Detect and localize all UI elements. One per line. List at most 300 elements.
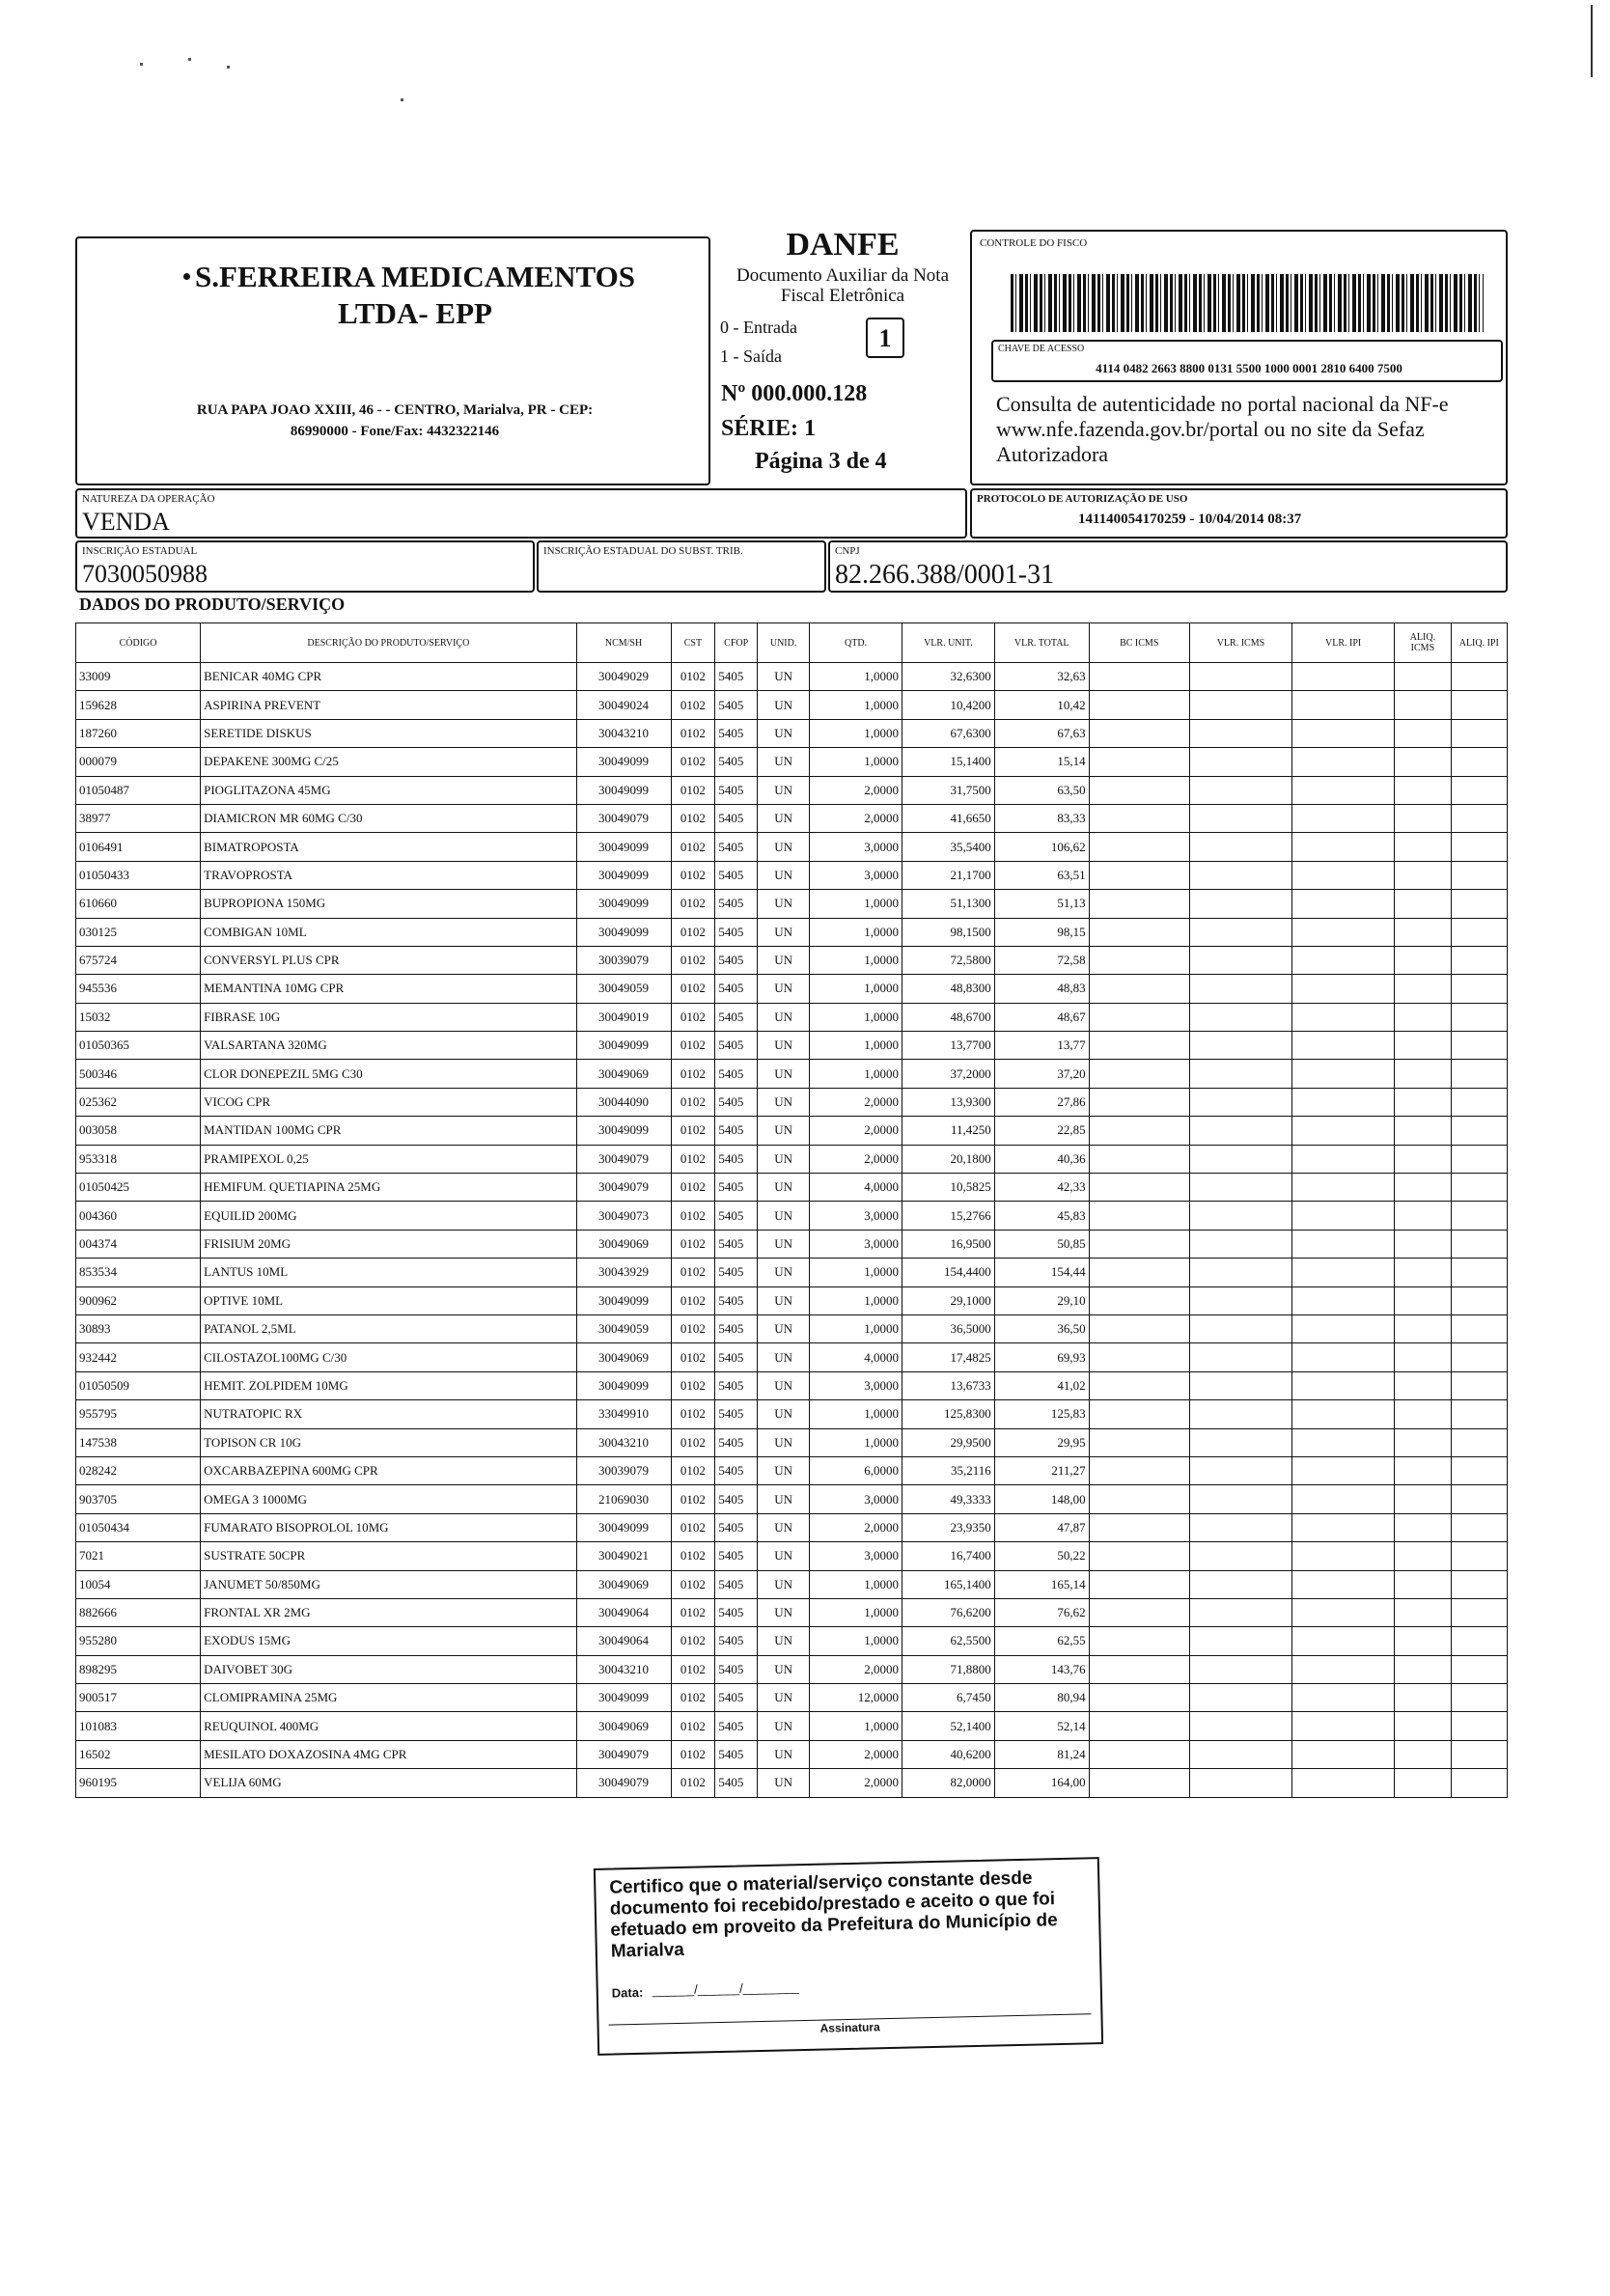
cell-descricao: VELIJA 60MG bbox=[201, 1769, 576, 1797]
cell-vlr-icms bbox=[1189, 1456, 1291, 1484]
cell-cfop: 5405 bbox=[715, 861, 758, 889]
cell-cst: 0102 bbox=[671, 1003, 715, 1031]
cell-vlr-total: 45,83 bbox=[994, 1202, 1089, 1230]
cell-bc-icms bbox=[1089, 861, 1189, 889]
cell-vlr-unit: 82,0000 bbox=[902, 1769, 994, 1797]
cell-vlr-ipi bbox=[1292, 1428, 1395, 1456]
cell-cst: 0102 bbox=[671, 1343, 715, 1371]
cell-vlr-unit: 71,8800 bbox=[902, 1655, 994, 1683]
cell-codigo: 01050487 bbox=[76, 776, 201, 804]
cell-qtd: 1,0000 bbox=[810, 890, 902, 918]
ie-label: INSCRIÇÃO ESTADUAL bbox=[82, 545, 198, 557]
cell-vlr-icms bbox=[1189, 946, 1291, 974]
cell-aliq-ipi bbox=[1451, 1117, 1507, 1145]
table-row bbox=[76, 1598, 1508, 1626]
cell-aliq-icms bbox=[1395, 861, 1451, 889]
cell-vlr-icms bbox=[1189, 1485, 1291, 1513]
cell-cst: 0102 bbox=[671, 1542, 715, 1570]
cell-aliq-icms bbox=[1395, 776, 1451, 804]
cell-aliq-icms bbox=[1395, 804, 1451, 832]
table-row bbox=[76, 1259, 1508, 1286]
cell-aliq-ipi bbox=[1451, 1174, 1507, 1202]
cell-qtd: 1,0000 bbox=[810, 691, 902, 719]
cell-bc-icms bbox=[1089, 1485, 1189, 1513]
cell-vlr-total: 48,67 bbox=[994, 1003, 1089, 1031]
cell-aliq-ipi bbox=[1451, 890, 1507, 918]
cell-unid: UN bbox=[758, 1117, 810, 1145]
ie-st-label: INSCRIÇÃO ESTADUAL DO SUBST. TRIB. bbox=[543, 545, 743, 557]
cell-aliq-icms bbox=[1395, 1627, 1451, 1655]
cell-unid: UN bbox=[758, 1740, 810, 1768]
cell-cfop: 5405 bbox=[715, 975, 758, 1003]
cell-codigo: 33009 bbox=[76, 663, 201, 691]
cell-qtd: 1,0000 bbox=[810, 1259, 902, 1286]
cell-vlr-ipi bbox=[1292, 1088, 1395, 1116]
cell-aliq-ipi bbox=[1451, 1598, 1507, 1626]
cell-cfop: 5405 bbox=[715, 804, 758, 832]
cell-codigo: 01050434 bbox=[76, 1513, 201, 1541]
cell-vlr-icms bbox=[1189, 861, 1291, 889]
cell-ncm: 30049099 bbox=[576, 861, 671, 889]
cell-cfop: 5405 bbox=[715, 1740, 758, 1768]
cell-vlr-unit: 13,7700 bbox=[902, 1032, 994, 1060]
cell-cst: 0102 bbox=[671, 1485, 715, 1513]
cell-vlr-icms bbox=[1189, 1428, 1291, 1456]
cell-descricao: OMEGA 3 1000MG bbox=[201, 1485, 576, 1513]
danfe-title: DANFE bbox=[786, 227, 900, 263]
cell-ncm: 30049064 bbox=[576, 1627, 671, 1655]
natureza-box bbox=[75, 488, 967, 539]
cell-vlr-icms bbox=[1189, 975, 1291, 1003]
cell-unid: UN bbox=[758, 1145, 810, 1173]
cell-vlr-total: 27,86 bbox=[994, 1088, 1089, 1116]
cell-aliq-ipi bbox=[1451, 748, 1507, 776]
cell-aliq-icms bbox=[1395, 1570, 1451, 1598]
cell-vlr-icms bbox=[1189, 691, 1291, 719]
cell-vlr-total: 15,14 bbox=[994, 748, 1089, 776]
cell-vlr-unit: 37,2000 bbox=[902, 1060, 994, 1088]
receipt-stamp bbox=[594, 1857, 1103, 2056]
company-name-line1: S.FERREIRA MEDICAMENTOS bbox=[195, 260, 635, 293]
cell-codigo: 853534 bbox=[76, 1259, 201, 1286]
cell-vlr-total: 22,85 bbox=[994, 1117, 1089, 1145]
cell-vlr-unit: 51,1300 bbox=[902, 890, 994, 918]
cell-bc-icms bbox=[1089, 1542, 1189, 1570]
cell-ncm: 30049099 bbox=[576, 1286, 671, 1314]
ie-st-box bbox=[537, 540, 826, 593]
cell-aliq-icms bbox=[1395, 890, 1451, 918]
cell-aliq-icms bbox=[1395, 1684, 1451, 1712]
cell-vlr-icms bbox=[1189, 719, 1291, 747]
cell-aliq-icms bbox=[1395, 1400, 1451, 1428]
cell-cst: 0102 bbox=[671, 1032, 715, 1060]
cell-qtd: 3,0000 bbox=[810, 1371, 902, 1399]
cell-bc-icms bbox=[1089, 1145, 1189, 1173]
cell-vlr-ipi bbox=[1292, 1371, 1395, 1399]
cell-cst: 0102 bbox=[671, 1513, 715, 1541]
cell-unid: UN bbox=[758, 1003, 810, 1031]
cell-bc-icms bbox=[1089, 663, 1189, 691]
table-row bbox=[76, 1230, 1508, 1258]
cell-cfop: 5405 bbox=[715, 719, 758, 747]
cell-descricao: SERETIDE DISKUS bbox=[201, 719, 576, 747]
table-row bbox=[76, 890, 1508, 918]
cell-qtd: 1,0000 bbox=[810, 1314, 902, 1342]
cell-cfop: 5405 bbox=[715, 1117, 758, 1145]
cell-vlr-total: 37,20 bbox=[994, 1060, 1089, 1088]
cell-vlr-unit: 67,6300 bbox=[902, 719, 994, 747]
cell-qtd: 1,0000 bbox=[810, 748, 902, 776]
cell-vlr-unit: 16,7400 bbox=[902, 1542, 994, 1570]
cell-vlr-total: 67,63 bbox=[994, 719, 1089, 747]
cell-vlr-ipi bbox=[1292, 1570, 1395, 1598]
cell-vlr-ipi bbox=[1292, 975, 1395, 1003]
cell-qtd: 2,0000 bbox=[810, 804, 902, 832]
cell-bc-icms bbox=[1089, 1032, 1189, 1060]
cell-aliq-ipi bbox=[1451, 1485, 1507, 1513]
cell-qtd: 2,0000 bbox=[810, 776, 902, 804]
cell-aliq-icms bbox=[1395, 1032, 1451, 1060]
cell-ncm: 30049059 bbox=[576, 1314, 671, 1342]
cell-cfop: 5405 bbox=[715, 1032, 758, 1060]
cell-ncm: 30049069 bbox=[576, 1343, 671, 1371]
table-row bbox=[76, 1513, 1508, 1541]
cell-vlr-icms bbox=[1189, 1314, 1291, 1342]
table-row bbox=[76, 1456, 1508, 1484]
cell-codigo: 01050425 bbox=[76, 1174, 201, 1202]
natureza-label: NATUREZA DA OPERAÇÃO bbox=[82, 493, 215, 505]
cell-vlr-ipi bbox=[1292, 1286, 1395, 1314]
items-table-body bbox=[76, 663, 1508, 1798]
table-row bbox=[76, 1371, 1508, 1399]
cell-aliq-icms bbox=[1395, 1060, 1451, 1088]
cell-codigo: 101083 bbox=[76, 1712, 201, 1740]
table-row bbox=[76, 1542, 1508, 1570]
cell-qtd: 1,0000 bbox=[810, 1003, 902, 1031]
cell-codigo: 01050509 bbox=[76, 1371, 201, 1399]
cell-ncm: 30049079 bbox=[576, 804, 671, 832]
cell-aliq-ipi bbox=[1451, 1769, 1507, 1797]
cell-descricao: CILOSTAZOL100MG C/30 bbox=[201, 1343, 576, 1371]
table-row bbox=[76, 719, 1508, 747]
cell-aliq-icms bbox=[1395, 1598, 1451, 1626]
cell-qtd: 1,0000 bbox=[810, 1286, 902, 1314]
ie-box bbox=[75, 540, 535, 593]
cell-unid: UN bbox=[758, 890, 810, 918]
cell-aliq-ipi bbox=[1451, 1684, 1507, 1712]
address-line2: 86990000 - Fone/Fax: 4432322146 bbox=[290, 424, 500, 439]
cell-qtd: 12,0000 bbox=[810, 1684, 902, 1712]
cell-cfop: 5405 bbox=[715, 1343, 758, 1371]
cell-cfop: 5405 bbox=[715, 1627, 758, 1655]
cell-aliq-icms bbox=[1395, 1117, 1451, 1145]
cell-unid: UN bbox=[758, 1769, 810, 1797]
cell-vlr-ipi bbox=[1292, 1343, 1395, 1371]
cell-descricao: HEMIT. ZOLPIDEM 10MG bbox=[201, 1371, 576, 1399]
cell-vlr-total: 125,83 bbox=[994, 1400, 1089, 1428]
cell-descricao: HEMIFUM. QUETIAPINA 25MG bbox=[201, 1174, 576, 1202]
cell-cfop: 5405 bbox=[715, 1286, 758, 1314]
cell-aliq-ipi bbox=[1451, 918, 1507, 946]
cell-vlr-unit: 29,9500 bbox=[902, 1428, 994, 1456]
cell-qtd: 1,0000 bbox=[810, 1032, 902, 1060]
cell-descricao: VICOG CPR bbox=[201, 1088, 576, 1116]
cell-aliq-ipi bbox=[1451, 1088, 1507, 1116]
cell-ncm: 30049059 bbox=[576, 975, 671, 1003]
cell-bc-icms bbox=[1089, 1400, 1189, 1428]
cell-vlr-icms bbox=[1189, 1117, 1291, 1145]
cell-descricao: OXCARBAZEPINA 600MG CPR bbox=[201, 1456, 576, 1484]
cell-aliq-ipi bbox=[1451, 663, 1507, 691]
cell-descricao: ASPIRINA PREVENT bbox=[201, 691, 576, 719]
cell-vlr-total: 63,50 bbox=[994, 776, 1089, 804]
cell-vlr-icms bbox=[1189, 1598, 1291, 1626]
cell-vlr-total: 98,15 bbox=[994, 918, 1089, 946]
cell-vlr-icms bbox=[1189, 1740, 1291, 1768]
cell-vlr-total: 165,14 bbox=[994, 1570, 1089, 1598]
cell-qtd: 1,0000 bbox=[810, 1060, 902, 1088]
cell-qtd: 1,0000 bbox=[810, 1570, 902, 1598]
cell-qtd: 2,0000 bbox=[810, 1655, 902, 1683]
cell-vlr-unit: 10,5825 bbox=[902, 1174, 994, 1202]
scan-speck bbox=[401, 98, 403, 101]
cell-ncm: 30049099 bbox=[576, 1684, 671, 1712]
cell-vlr-ipi bbox=[1292, 1259, 1395, 1286]
entrada-label: 0 - Entrada bbox=[720, 318, 797, 337]
cell-cst: 0102 bbox=[671, 1145, 715, 1173]
cell-ncm: 30049079 bbox=[576, 1769, 671, 1797]
page-indicator: Página 3 de 4 bbox=[755, 449, 887, 474]
cell-aliq-icms bbox=[1395, 1769, 1451, 1797]
cell-bc-icms bbox=[1089, 1456, 1189, 1484]
cell-descricao: EQUILID 200MG bbox=[201, 1202, 576, 1230]
cell-aliq-ipi bbox=[1451, 1259, 1507, 1286]
cell-vlr-total: 80,94 bbox=[994, 1684, 1089, 1712]
col-header-vlr-icms: VLR. ICMS bbox=[1189, 623, 1291, 663]
danfe-subtitle2: Fiscal Eletrônica bbox=[780, 286, 905, 306]
cell-vlr-icms bbox=[1189, 1259, 1291, 1286]
cell-ncm: 30049099 bbox=[576, 1117, 671, 1145]
cell-bc-icms bbox=[1089, 833, 1189, 861]
cell-cfop: 5405 bbox=[715, 1230, 758, 1258]
col-header-cfop: CFOP bbox=[715, 623, 758, 663]
cell-cfop: 5405 bbox=[715, 1400, 758, 1428]
cell-codigo: 01050433 bbox=[76, 861, 201, 889]
cell-descricao: JANUMET 50/850MG bbox=[201, 1570, 576, 1598]
chave-acesso-value: 4114 0482 2663 8800 0131 5500 1000 0001 2810 6400 7500 bbox=[1096, 361, 1402, 375]
cell-cst: 0102 bbox=[671, 1314, 715, 1342]
cell-codigo: 960195 bbox=[76, 1769, 201, 1797]
address-line1: RUA PAPA JOAO XXIII, 46 - - CENTRO, Marialva, PR - CEP: bbox=[196, 402, 594, 418]
cell-qtd: 1,0000 bbox=[810, 1598, 902, 1626]
cell-aliq-icms bbox=[1395, 1740, 1451, 1768]
cell-qtd: 2,0000 bbox=[810, 1117, 902, 1145]
cell-descricao: FRISIUM 20MG bbox=[201, 1230, 576, 1258]
cell-vlr-total: 50,85 bbox=[994, 1230, 1089, 1258]
chave-acesso-label: CHAVE DE ACESSO bbox=[998, 344, 1085, 354]
cell-vlr-ipi bbox=[1292, 1032, 1395, 1060]
cell-vlr-ipi bbox=[1292, 1400, 1395, 1428]
cell-vlr-total: 32,63 bbox=[994, 663, 1089, 691]
cell-descricao: PATANOL 2,5ML bbox=[201, 1314, 576, 1342]
protocolo-label: PROTOCOLO DE AUTORIZAÇÃO DE USO bbox=[977, 493, 1188, 505]
cell-unid: UN bbox=[758, 1088, 810, 1116]
cell-vlr-total: 42,33 bbox=[994, 1174, 1089, 1202]
cell-codigo: 147538 bbox=[76, 1428, 201, 1456]
cell-aliq-ipi bbox=[1451, 1314, 1507, 1342]
table-row bbox=[76, 1202, 1508, 1230]
cell-aliq-icms bbox=[1395, 663, 1451, 691]
cell-codigo: 38977 bbox=[76, 804, 201, 832]
cell-vlr-ipi bbox=[1292, 1174, 1395, 1202]
cell-ncm: 30049069 bbox=[576, 1060, 671, 1088]
cell-vlr-unit: 125,8300 bbox=[902, 1400, 994, 1428]
cell-cst: 0102 bbox=[671, 1371, 715, 1399]
cell-ncm: 30049073 bbox=[576, 1202, 671, 1230]
cell-vlr-unit: 23,9350 bbox=[902, 1513, 994, 1541]
cell-aliq-ipi bbox=[1451, 1400, 1507, 1428]
cell-vlr-total: 143,76 bbox=[994, 1655, 1089, 1683]
cell-vlr-unit: 6,7450 bbox=[902, 1684, 994, 1712]
cell-codigo: 903705 bbox=[76, 1485, 201, 1513]
cell-vlr-total: 72,58 bbox=[994, 946, 1089, 974]
cell-unid: UN bbox=[758, 1371, 810, 1399]
cell-vlr-icms bbox=[1189, 776, 1291, 804]
cell-unid: UN bbox=[758, 1230, 810, 1258]
cell-ncm: 21069030 bbox=[576, 1485, 671, 1513]
cell-qtd: 4,0000 bbox=[810, 1343, 902, 1371]
cell-cst: 0102 bbox=[671, 663, 715, 691]
cell-vlr-total: 48,83 bbox=[994, 975, 1089, 1003]
cell-cst: 0102 bbox=[671, 1684, 715, 1712]
cell-qtd: 3,0000 bbox=[810, 1485, 902, 1513]
items-table bbox=[75, 622, 1508, 1798]
table-row bbox=[76, 691, 1508, 719]
cell-descricao: TOPISON CR 10G bbox=[201, 1428, 576, 1456]
cell-vlr-ipi bbox=[1292, 1003, 1395, 1031]
cell-aliq-ipi bbox=[1451, 1286, 1507, 1314]
cell-bc-icms bbox=[1089, 1627, 1189, 1655]
cell-ncm: 30039079 bbox=[576, 1456, 671, 1484]
cell-vlr-icms bbox=[1189, 1712, 1291, 1740]
cell-cst: 0102 bbox=[671, 1259, 715, 1286]
cell-bc-icms bbox=[1089, 1202, 1189, 1230]
scan-speck bbox=[188, 58, 191, 61]
cell-codigo: 028242 bbox=[76, 1456, 201, 1484]
table-row bbox=[76, 663, 1508, 691]
cell-qtd: 6,0000 bbox=[810, 1456, 902, 1484]
cell-cst: 0102 bbox=[671, 804, 715, 832]
cell-cfop: 5405 bbox=[715, 1003, 758, 1031]
cell-vlr-ipi bbox=[1292, 918, 1395, 946]
cell-vlr-total: 63,51 bbox=[994, 861, 1089, 889]
cell-unid: UN bbox=[758, 1456, 810, 1484]
cnpj-value: 82.266.388/0001-31 bbox=[835, 560, 1055, 590]
cell-bc-icms bbox=[1089, 1371, 1189, 1399]
controle-fisco-box bbox=[970, 230, 1508, 485]
cell-ncm: 30039079 bbox=[576, 946, 671, 974]
table-header-row bbox=[76, 623, 1508, 663]
cell-vlr-unit: 62,5500 bbox=[902, 1627, 994, 1655]
cell-vlr-icms bbox=[1189, 1684, 1291, 1712]
cell-cfop: 5405 bbox=[715, 1088, 758, 1116]
cell-unid: UN bbox=[758, 1259, 810, 1286]
cell-cfop: 5405 bbox=[715, 1712, 758, 1740]
cell-cst: 0102 bbox=[671, 748, 715, 776]
cell-vlr-ipi bbox=[1292, 833, 1395, 861]
cell-vlr-total: 164,00 bbox=[994, 1769, 1089, 1797]
cell-unid: UN bbox=[758, 1542, 810, 1570]
cell-codigo: 10054 bbox=[76, 1570, 201, 1598]
cell-vlr-icms bbox=[1189, 1060, 1291, 1088]
cell-cfop: 5405 bbox=[715, 1542, 758, 1570]
cell-cst: 0102 bbox=[671, 1060, 715, 1088]
stamp-signature-label: Assinatura bbox=[819, 2020, 880, 2035]
cell-unid: UN bbox=[758, 1174, 810, 1202]
cell-vlr-total: 83,33 bbox=[994, 804, 1089, 832]
cell-cst: 0102 bbox=[671, 861, 715, 889]
cell-codigo: 500346 bbox=[76, 1060, 201, 1088]
cell-cfop: 5405 bbox=[715, 1598, 758, 1626]
cell-cst: 0102 bbox=[671, 890, 715, 918]
cell-qtd: 1,0000 bbox=[810, 1428, 902, 1456]
cell-codigo: 030125 bbox=[76, 918, 201, 946]
cell-aliq-ipi bbox=[1451, 1003, 1507, 1031]
cell-vlr-unit: 15,1400 bbox=[902, 748, 994, 776]
cell-vlr-unit: 17,4825 bbox=[902, 1343, 994, 1371]
cell-descricao: DEPAKENE 300MG C/25 bbox=[201, 748, 576, 776]
cell-cst: 0102 bbox=[671, 946, 715, 974]
table-row bbox=[76, 1485, 1508, 1513]
cell-vlr-icms bbox=[1189, 1174, 1291, 1202]
cell-vlr-icms bbox=[1189, 833, 1291, 861]
cell-qtd: 3,0000 bbox=[810, 1202, 902, 1230]
cell-vlr-total: 211,27 bbox=[994, 1456, 1089, 1484]
cell-vlr-ipi bbox=[1292, 1145, 1395, 1173]
cell-vlr-unit: 10,4200 bbox=[902, 691, 994, 719]
cell-vlr-total: 81,24 bbox=[994, 1740, 1089, 1768]
cell-vlr-unit: 72,5800 bbox=[902, 946, 994, 974]
cell-vlr-icms bbox=[1189, 1655, 1291, 1683]
cell-bc-icms bbox=[1089, 1314, 1189, 1342]
cell-aliq-icms bbox=[1395, 1343, 1451, 1371]
controle-fisco-label: CONTROLE DO FISCO bbox=[980, 237, 1088, 249]
cell-ncm: 30049099 bbox=[576, 890, 671, 918]
cell-vlr-total: 36,50 bbox=[994, 1314, 1089, 1342]
cell-bc-icms bbox=[1089, 1230, 1189, 1258]
table-row bbox=[76, 1428, 1508, 1456]
cell-cfop: 5405 bbox=[715, 776, 758, 804]
cell-vlr-ipi bbox=[1292, 1627, 1395, 1655]
cell-cst: 0102 bbox=[671, 1286, 715, 1314]
cell-vlr-unit: 11,4250 bbox=[902, 1117, 994, 1145]
cell-vlr-ipi bbox=[1292, 1060, 1395, 1088]
cell-bc-icms bbox=[1089, 1060, 1189, 1088]
cell-ncm: 30049079 bbox=[576, 1145, 671, 1173]
cell-vlr-unit: 31,7500 bbox=[902, 776, 994, 804]
table-row bbox=[76, 1286, 1508, 1314]
cell-ncm: 30049099 bbox=[576, 1371, 671, 1399]
cell-vlr-ipi bbox=[1292, 1202, 1395, 1230]
cell-vlr-total: 76,62 bbox=[994, 1598, 1089, 1626]
bullet-dot bbox=[183, 273, 190, 280]
cell-bc-icms bbox=[1089, 1598, 1189, 1626]
cell-aliq-icms bbox=[1395, 946, 1451, 974]
cell-cst: 0102 bbox=[671, 1740, 715, 1768]
cell-ncm: 30049079 bbox=[576, 1174, 671, 1202]
table-row bbox=[76, 1314, 1508, 1342]
cell-vlr-unit: 32,6300 bbox=[902, 663, 994, 691]
